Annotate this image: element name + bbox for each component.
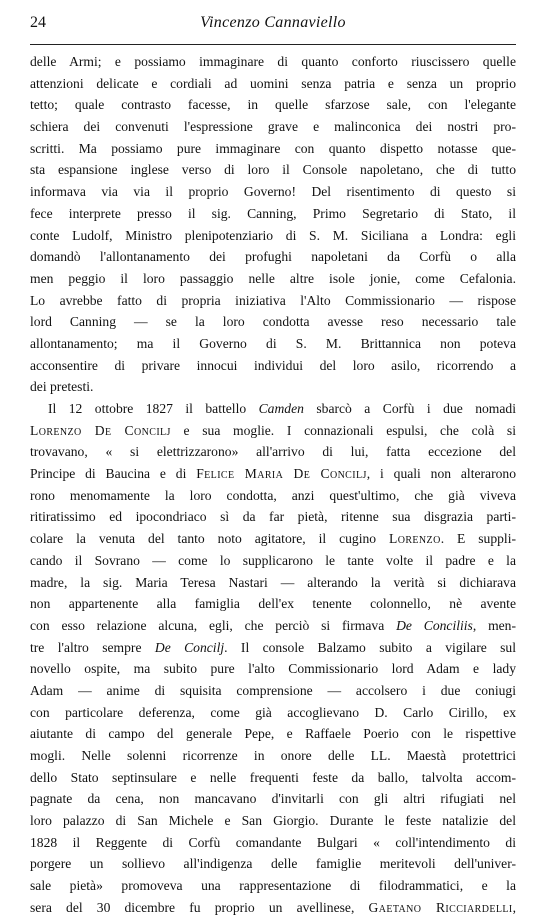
text-run: . E suppli- (440, 531, 516, 547)
running-head: Vincenzo Cannaviello (200, 14, 346, 31)
text-line (30, 398, 516, 420)
text-line: trovavano, « si elettrizzarono» all'arrivo di lui, fatta eccezione del (30, 444, 516, 460)
text-line: acconsentire di privare innocui individui del loro asilo, ricorrendo a (30, 357, 516, 373)
text-line: delle Armi; e possiamo immaginare di quanto conforto riuscissero quelle (30, 54, 516, 69)
text-run: con esso relazione alcuna, egli, che perciò si firmava (30, 617, 397, 633)
person-name: Gaetano Ricciardelli (368, 899, 513, 915)
text-run: Il 12 ottobre 1827 il battello (48, 401, 259, 416)
text-line: attenzioni delicate e cordiali ad uomini senza patria e senza un proprio (30, 75, 516, 91)
text-line: conte Ludolf, Ministro plenipotenziario di S. M. Siciliana a Londra: egli (30, 227, 516, 243)
book-page (30, 0, 516, 915)
page-header (30, 14, 516, 36)
text-run: e sua moglie. I connazionali espulsi, che colà si (170, 422, 516, 438)
text-line (30, 615, 516, 637)
text-run: sbarcò a Corfù i due nomadi (303, 401, 516, 416)
text-line (30, 528, 516, 550)
text-line: novello ospite, ma subito pure l'alto Commissionario lord Adam e lady (30, 661, 516, 677)
text-run: , (512, 899, 516, 915)
text-line: con particolare deferenza, come già accoglievano D. Carlo Cirillo, ex (30, 704, 516, 720)
text-line: scritti. Ma possiamo pure immaginare con quanto dispetto notasse que- (30, 140, 516, 156)
text-line: 1828 il Reggente di Corfù comandante Bulgari « coll'intendimento di (30, 834, 516, 850)
text-line: sale pietà» promoveva una rappresentazione di filodrammatici, e la (30, 878, 516, 894)
text-line: schiera dei convenuti l'espressione grave e malinconica dei nostri pro- (30, 119, 516, 135)
text-run: sera del 30 dicembre fu proprio un avellinese, (30, 899, 369, 915)
page-number: 24 (30, 14, 46, 31)
person-name: Felice Maria De Concilj (196, 466, 367, 482)
italic-surname: De Concilj (154, 639, 225, 655)
text-line: cando il Sovrano — come lo supplicarono le tante volte il padre e la (30, 552, 516, 568)
text-line: sta espansione inglese verso di loro il Console napoletano, che di tutto (30, 162, 516, 178)
text-run: tre l'altro sempre (30, 639, 155, 655)
text-run: . Il console Balzamo subito a vigilare sul (224, 639, 516, 655)
person-name: Lorenzo (389, 531, 441, 547)
text-run: Principe di Baucina e di (30, 466, 197, 482)
text-line: informava via via il proprio Governo! Del risentimento di questo si (30, 184, 516, 200)
text-line: domandò l'allontanamento dei profughi napoletani da Corfù o alla (30, 249, 516, 265)
text-line: mogli. Nelle solenni ricorrenze in onore delle LL. Maestà protettrici (30, 748, 516, 763)
text-line: allontanamento; ma il Governo di S. M. Brittannica non poteva (30, 335, 516, 351)
text-line: tetto; quale contrasto facesse, in quelle sfarzose sale, con l'elegante (30, 97, 516, 113)
text-line: Lo avrebbe fatto di propria iniziativa l'Alto Commissionario — rispose (30, 292, 516, 308)
text-line: fece interprete presso il sig. Canning, Primo Segretario di Stato, il (30, 205, 516, 221)
text-line: aiutante di campo del generale Pepe, e Raffaele Poerio con le rispettive (30, 726, 516, 742)
text-line (30, 463, 516, 485)
text-line: dei pretesti. (30, 379, 94, 395)
italic-surname: De Conciliis (396, 617, 473, 633)
text-line (30, 637, 516, 659)
text-run: colare la venuta del tanto noto agitatore, il cugino (30, 531, 390, 547)
text-line: lord Canning — se la loro condotta avesse reso necessario tale (30, 314, 516, 330)
text-line: men peggio il loro passaggio nelle altre isole jonie, come Cefalonia. (30, 270, 516, 286)
text-line: ritiratissimo ed ipocondriaco sì da far pietà, ritenne sua disgrazia parti- (30, 509, 516, 525)
text-line: loro palazzo di San Michele e San Giorgio. Durante le feste natalizie del (30, 813, 516, 829)
text-line: porgere un sollievo all'indigenza delle famiglie meritevoli dell'univer- (30, 856, 516, 872)
text-line: pagnate da cena, non mancavano d'invitarli con gli altri rifugiati nel (30, 791, 516, 807)
text-line: Adam — anime di squisita comprensione — accolsero i due coniugi (30, 682, 516, 698)
text-line: rono menomamente la loro condotta, anzi quest'ultimo, che già viveva (30, 487, 516, 503)
text-line (30, 420, 516, 442)
person-name: Lorenzo De Concilj (30, 422, 171, 438)
text-run: , men- (472, 617, 516, 633)
text-line: non appartenente alla famiglia dell'ex tenente colonnello, nè avente (30, 596, 516, 612)
text-line (30, 897, 516, 919)
text-run: , i quali non alterarono (366, 466, 516, 482)
text-line: madre, la sig. Maria Teresa Nastari — alterando la verità si dichiarava (30, 574, 516, 590)
text-line: dello Stato septinsulare e nelle frequenti feste da ballo, talvolta accom- (30, 769, 516, 785)
ship-name: Camden (258, 401, 304, 416)
header-rule (30, 44, 516, 45)
body-text (30, 51, 516, 919)
